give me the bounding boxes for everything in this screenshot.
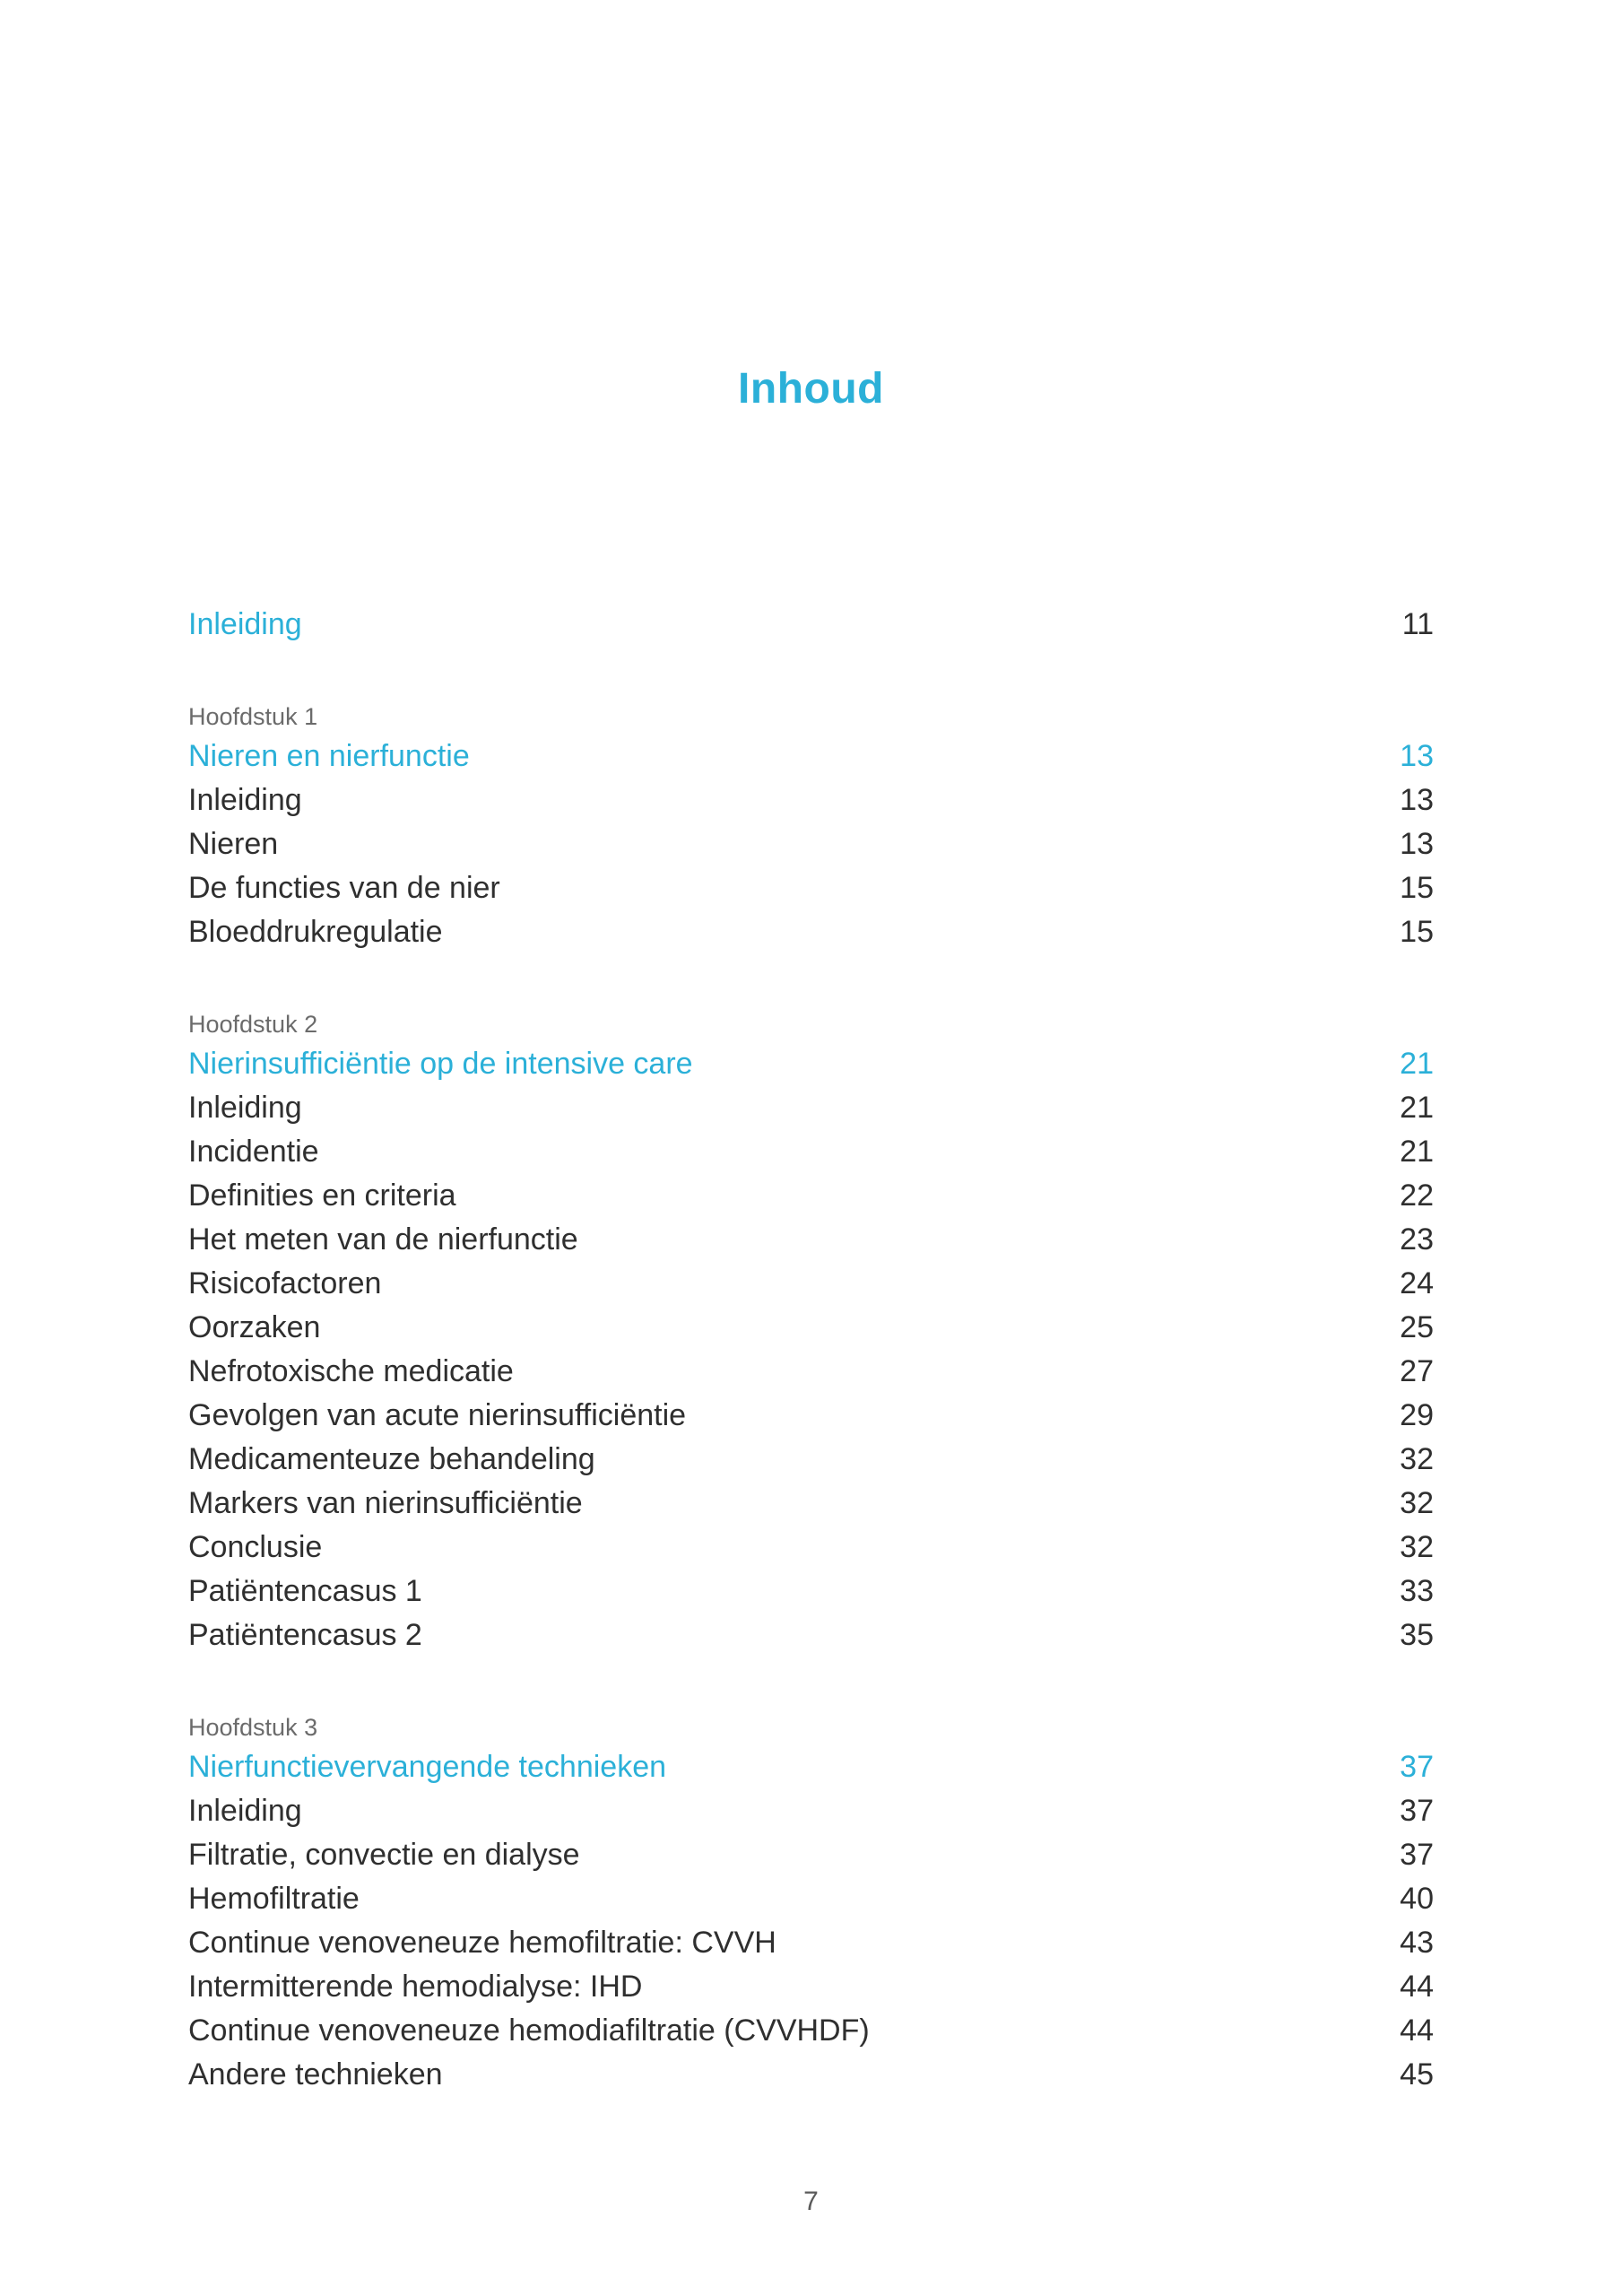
toc-entry-page: 40 [1400, 1882, 1434, 1916]
toc-entry-page: 13 [1400, 783, 1434, 817]
chapter-heading: Hoofdstuk 1 [188, 703, 318, 730]
toc-entry-page: 32 [1400, 1530, 1434, 1564]
chapter-title-row [188, 735, 1434, 778]
chapter-title-page: 37 [1400, 1750, 1434, 1784]
toc-entry-row [188, 1877, 1434, 1921]
toc-entry-row [188, 1218, 1434, 1262]
toc-entry-row [188, 2053, 1434, 2097]
toc-entry-label: Definities en criteria [188, 1178, 456, 1213]
toc-entry-label: Hemofiltratie [188, 1882, 360, 1916]
chapter-title-page: 21 [1400, 1047, 1434, 1081]
toc-entry-row [188, 822, 1434, 866]
toc-entry-row [188, 778, 1434, 822]
toc-entry-label: Conclusie [188, 1530, 323, 1564]
toc-entry-page: 24 [1400, 1266, 1434, 1300]
toc-entry-page: 32 [1400, 1442, 1434, 1476]
toc-entry-label: Inleiding [188, 1091, 302, 1125]
toc-entry-label: Bloeddrukregulatie [188, 915, 443, 949]
toc-entry-label: Nieren [188, 827, 279, 861]
toc-entry-label: Gevolgen van acute nierinsufficiëntie [188, 1398, 687, 1432]
toc-entry-row [188, 1174, 1434, 1218]
toc-entry-row [188, 1130, 1434, 1174]
toc-entry-label: Inleiding [188, 607, 302, 641]
toc-entry-row [188, 1394, 1434, 1438]
toc-chapter-1 [188, 699, 1434, 954]
toc-entry-page: 29 [1400, 1398, 1434, 1432]
page-title: Inhoud [738, 365, 884, 413]
toc-entry-label: Intermitterende hemodialyse: IHD [188, 1970, 643, 2004]
toc-entry-page: 27 [1400, 1354, 1434, 1388]
toc-entry-label: Andere technieken [188, 2057, 443, 2092]
chapter-heading: Hoofdstuk 3 [188, 1714, 318, 1741]
toc-chapter-2 [188, 1006, 1434, 1657]
toc-entry-label: Inleiding [188, 783, 302, 817]
toc-chapter-3 [188, 1709, 1434, 2097]
toc-entry-label: Patiëntencasus 1 [188, 1574, 422, 1608]
toc-entry-row [188, 1921, 1434, 1965]
toc-entry-row [188, 866, 1434, 910]
table-of-contents [188, 603, 1434, 2097]
toc-entry-label: Continue venoveneuze hemodiafiltratie (CVVHDF) [188, 2013, 870, 2048]
toc-entry-row [188, 910, 1434, 954]
toc-entry-page: 15 [1400, 915, 1434, 949]
chapter-title: Nierinsufficiëntie op de intensive care [188, 1047, 693, 1081]
toc-entry-page: 44 [1400, 2013, 1434, 2048]
toc-entry-page: 13 [1400, 827, 1434, 861]
toc-entry-label: Incidentie [188, 1135, 319, 1169]
chapter-title-row [188, 1042, 1434, 1086]
toc-entry-label: De functies van de nier [188, 871, 500, 905]
toc-entry-row [188, 1438, 1434, 1482]
toc-entry-row [188, 2009, 1434, 2053]
toc-entry-row [188, 1262, 1434, 1306]
toc-entry-row [188, 1965, 1434, 2009]
toc-entry-row [188, 1570, 1434, 1613]
toc-entry-page: 32 [1400, 1486, 1434, 1520]
toc-entry-row [188, 1086, 1434, 1130]
toc-entry-label: Patiëntencasus 2 [188, 1618, 422, 1652]
toc-entry-page: 35 [1400, 1618, 1434, 1652]
chapter-title: Nierfunctievervangende technieken [188, 1750, 667, 1784]
toc-entry-label: Nefrotoxische medicatie [188, 1354, 514, 1388]
toc-intro-row [188, 603, 1434, 647]
toc-entry-row [188, 1482, 1434, 1526]
toc-entry-page: 25 [1400, 1310, 1434, 1344]
toc-entry-label: Markers van nierinsufficiëntie [188, 1486, 583, 1520]
toc-entry-label: Medicamenteuze behandeling [188, 1442, 595, 1476]
page-number: 7 [803, 2187, 819, 2216]
toc-entry-page: 44 [1400, 1970, 1434, 2004]
toc-entry-label: Het meten van de nierfunctie [188, 1222, 578, 1257]
toc-entry-page: 15 [1400, 871, 1434, 905]
toc-entry-page: 37 [1400, 1794, 1434, 1828]
chapter-title: Nieren en nierfunctie [188, 739, 470, 773]
chapter-heading: Hoofdstuk 2 [188, 1011, 318, 1038]
toc-entry-label: Filtratie, convectie en dialyse [188, 1838, 580, 1872]
toc-entry-page: 21 [1400, 1135, 1434, 1169]
toc-entry-page: 21 [1400, 1091, 1434, 1125]
toc-entry-page: 37 [1400, 1838, 1434, 1872]
toc-entry-row [188, 1306, 1434, 1350]
toc-entry-row [188, 1350, 1434, 1394]
toc-entry-row [188, 1613, 1434, 1657]
toc-entry-page: 11 [1401, 607, 1434, 641]
toc-entry-row [188, 1789, 1434, 1833]
toc-entry-page: 45 [1400, 2057, 1434, 2092]
toc-entry-label: Oorzaken [188, 1310, 321, 1344]
chapter-title-row [188, 1745, 1434, 1789]
toc-entry-label: Risicofactoren [188, 1266, 382, 1300]
toc-entry-page: 23 [1400, 1222, 1434, 1257]
toc-entry-label: Continue venoveneuze hemofiltratie: CVVH [188, 1926, 776, 1960]
toc-entry-page: 33 [1400, 1574, 1434, 1608]
toc-entry-label: Inleiding [188, 1794, 302, 1828]
toc-entry-page: 22 [1400, 1178, 1434, 1213]
toc-entry-row [188, 1833, 1434, 1877]
toc-entry-page: 43 [1400, 1926, 1434, 1960]
toc-entry-row [188, 1526, 1434, 1570]
chapter-title-page: 13 [1400, 739, 1434, 773]
